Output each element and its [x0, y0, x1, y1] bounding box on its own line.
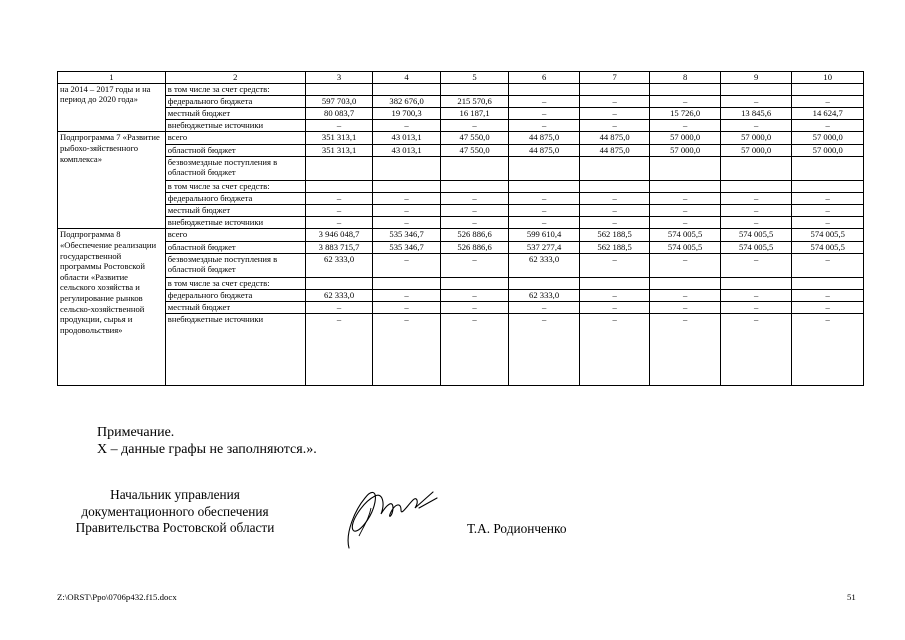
table-row: [58, 277, 864, 289]
value-cell: –: [720, 314, 792, 386]
table-row: [58, 253, 864, 277]
value-cell: –: [792, 302, 864, 314]
value-cell: 574 005,5: [650, 229, 721, 241]
value-cell: –: [720, 302, 792, 314]
value-cell: 47 550,0: [440, 144, 509, 156]
value-cell: [440, 83, 509, 95]
value-cell: –: [579, 95, 650, 107]
value-cell: –: [720, 205, 792, 217]
funding-source-cell: областной бюджет: [165, 241, 305, 253]
value-cell: [509, 180, 580, 192]
value-cell: 574 005,5: [792, 241, 864, 253]
table-row: [58, 120, 864, 132]
value-cell: –: [792, 217, 864, 229]
value-cell: –: [720, 217, 792, 229]
position-line: документационного обеспечения: [81, 503, 269, 519]
value-cell: 382 676,0: [373, 95, 441, 107]
value-cell: 351 313,1: [305, 144, 373, 156]
value-cell: –: [792, 95, 864, 107]
value-cell: –: [720, 95, 792, 107]
budget-table: [57, 71, 864, 386]
value-cell: [373, 83, 441, 95]
funding-source-cell: безвозмездные поступления в областной бюджет: [165, 156, 305, 180]
value-cell: [579, 83, 650, 95]
value-cell: –: [720, 192, 792, 204]
value-cell: –: [373, 253, 441, 277]
value-cell: 574 005,5: [720, 229, 792, 241]
value-cell: [579, 180, 650, 192]
value-cell: –: [650, 120, 721, 132]
table-row: [58, 132, 864, 144]
value-cell: –: [650, 217, 721, 229]
value-cell: [440, 156, 509, 180]
table-row: [58, 144, 864, 156]
value-cell: 351 313,1: [305, 132, 373, 144]
value-cell: [720, 180, 792, 192]
program-name-cell: Подпрограмма 8 «Обеспечение реализации государственной программы Ростовской области «Развитие сельского хозяйства и регулирование рынков сельско-хозяйственной продукции, сырья и продовольствия»: [58, 229, 166, 386]
signatory-name: Т.А. Родионченко: [467, 521, 567, 536]
value-cell: –: [509, 205, 580, 217]
value-cell: [305, 83, 373, 95]
value-cell: –: [579, 205, 650, 217]
value-cell: [373, 156, 441, 180]
value-cell: 62 333,0: [305, 290, 373, 302]
value-cell: –: [650, 95, 721, 107]
funding-source-cell: местный бюджет: [165, 205, 305, 217]
value-cell: 43 013,1: [373, 144, 441, 156]
value-cell: 15 726,0: [650, 107, 721, 119]
value-cell: 13 845,6: [720, 107, 792, 119]
table-row: [58, 217, 864, 229]
value-cell: [792, 180, 864, 192]
funding-source-cell: федерального бюджета: [165, 95, 305, 107]
value-cell: 3 883 715,7: [305, 241, 373, 253]
value-cell: –: [509, 314, 580, 386]
table-row: [58, 290, 864, 302]
funding-source-cell: внебюджетные источники: [165, 217, 305, 229]
table-row: [58, 205, 864, 217]
column-number: 5: [440, 72, 509, 84]
column-number: 9: [720, 72, 792, 84]
column-number: 3: [305, 72, 373, 84]
funding-source-cell: в том числе за счет средств:: [165, 83, 305, 95]
value-cell: 562 188,5: [579, 241, 650, 253]
value-cell: 62 333,0: [305, 253, 373, 277]
column-number: 4: [373, 72, 441, 84]
value-cell: 597 703,0: [305, 95, 373, 107]
value-cell: –: [792, 192, 864, 204]
value-cell: –: [792, 253, 864, 277]
value-cell: –: [440, 192, 509, 204]
value-cell: –: [720, 120, 792, 132]
value-cell: –: [440, 290, 509, 302]
value-cell: –: [650, 192, 721, 204]
table-header-row: [58, 72, 864, 84]
value-cell: –: [373, 120, 441, 132]
value-cell: 574 005,5: [792, 229, 864, 241]
value-cell: 43 013,1: [373, 132, 441, 144]
value-cell: 57 000,0: [650, 144, 721, 156]
value-cell: [650, 83, 721, 95]
table-row: [58, 302, 864, 314]
table-row: [58, 229, 864, 241]
value-cell: –: [579, 302, 650, 314]
value-cell: 44 875,0: [509, 132, 580, 144]
value-cell: –: [509, 192, 580, 204]
file-path: Z:\ORST\Ppo\0706p432.f15.docx: [57, 592, 177, 602]
value-cell: [305, 277, 373, 289]
value-cell: [792, 156, 864, 180]
value-cell: –: [440, 120, 509, 132]
funding-source-cell: в том числе за счет средств:: [165, 277, 305, 289]
value-cell: –: [305, 314, 373, 386]
table-row: [58, 241, 864, 253]
value-cell: –: [650, 314, 721, 386]
value-cell: 62 333,0: [509, 253, 580, 277]
funding-source-cell: федерального бюджета: [165, 290, 305, 302]
value-cell: 80 083,7: [305, 107, 373, 119]
value-cell: 57 000,0: [650, 132, 721, 144]
value-cell: –: [440, 314, 509, 386]
value-cell: –: [579, 120, 650, 132]
table-row: [58, 192, 864, 204]
value-cell: –: [305, 192, 373, 204]
value-cell: –: [579, 290, 650, 302]
value-cell: [373, 277, 441, 289]
value-cell: –: [650, 253, 721, 277]
value-cell: [509, 83, 580, 95]
value-cell: 57 000,0: [792, 132, 864, 144]
value-cell: [650, 156, 721, 180]
value-cell: [509, 277, 580, 289]
column-number: 6: [509, 72, 580, 84]
value-cell: –: [579, 253, 650, 277]
value-cell: –: [509, 107, 580, 119]
value-cell: 57 000,0: [720, 132, 792, 144]
funding-source-cell: внебюджетные источники: [165, 314, 305, 386]
value-cell: 47 550,0: [440, 132, 509, 144]
funding-source-cell: местный бюджет: [165, 302, 305, 314]
value-cell: 14 624,7: [792, 107, 864, 119]
value-cell: [792, 277, 864, 289]
note-title: Примечание.: [97, 425, 175, 440]
value-cell: –: [650, 290, 721, 302]
value-cell: [305, 180, 373, 192]
value-cell: 574 005,5: [650, 241, 721, 253]
value-cell: [720, 277, 792, 289]
value-cell: –: [579, 314, 650, 386]
value-cell: 62 333,0: [509, 290, 580, 302]
value-cell: 3 946 048,7: [305, 229, 373, 241]
column-number: 10: [792, 72, 864, 84]
funding-source-cell: безвозмездные поступления в областной бюджет: [165, 253, 305, 277]
value-cell: –: [509, 217, 580, 229]
value-cell: –: [509, 95, 580, 107]
funding-source-cell: областной бюджет: [165, 144, 305, 156]
value-cell: [440, 180, 509, 192]
value-cell: –: [650, 205, 721, 217]
value-cell: [792, 83, 864, 95]
value-cell: –: [509, 120, 580, 132]
program-name-cell: Подпрограмма 7 «Развитие рыбохо-зяйственного комплекса»: [58, 132, 166, 229]
value-cell: 526 886,6: [440, 229, 509, 241]
value-cell: –: [509, 302, 580, 314]
value-cell: [579, 156, 650, 180]
funding-source-cell: всего: [165, 229, 305, 241]
value-cell: 215 570,6: [440, 95, 509, 107]
funding-source-cell: внебюджетные источники: [165, 120, 305, 132]
value-cell: –: [440, 302, 509, 314]
value-cell: [305, 156, 373, 180]
value-cell: –: [373, 290, 441, 302]
value-cell: [440, 277, 509, 289]
value-cell: –: [373, 217, 441, 229]
value-cell: 574 005,5: [720, 241, 792, 253]
value-cell: 562 188,5: [579, 229, 650, 241]
column-number: 8: [650, 72, 721, 84]
value-cell: –: [305, 205, 373, 217]
value-cell: –: [373, 205, 441, 217]
table-row: [58, 180, 864, 192]
funding-source-cell: всего: [165, 132, 305, 144]
value-cell: [579, 277, 650, 289]
value-cell: –: [579, 217, 650, 229]
value-cell: –: [305, 120, 373, 132]
value-cell: –: [792, 314, 864, 386]
value-cell: –: [440, 205, 509, 217]
value-cell: [720, 156, 792, 180]
value-cell: –: [305, 302, 373, 314]
value-cell: –: [579, 107, 650, 119]
value-cell: 16 187,1: [440, 107, 509, 119]
position-line: Правительства Ростовской области: [75, 520, 275, 535]
funding-source-cell: федерального бюджета: [165, 192, 305, 204]
column-number: 1: [58, 72, 166, 84]
signatory-position: [62, 487, 288, 537]
note-text: Х – данные графы не заполняются.».: [97, 442, 317, 457]
column-number: 7: [579, 72, 650, 84]
value-cell: –: [579, 192, 650, 204]
handwritten-signature: [335, 478, 445, 558]
funding-source-cell: местный бюджет: [165, 107, 305, 119]
value-cell: [650, 277, 721, 289]
value-cell: 535 346,7: [373, 241, 441, 253]
value-cell: –: [373, 314, 441, 386]
table-row: [58, 95, 864, 107]
value-cell: 537 277,4: [509, 241, 580, 253]
value-cell: 44 875,0: [509, 144, 580, 156]
value-cell: 44 875,0: [579, 144, 650, 156]
table-row: [58, 314, 864, 386]
value-cell: 535 346,7: [373, 229, 441, 241]
value-cell: –: [792, 120, 864, 132]
table-row: [58, 156, 864, 180]
value-cell: 19 700,3: [373, 107, 441, 119]
value-cell: 599 610,4: [509, 229, 580, 241]
value-cell: 57 000,0: [720, 144, 792, 156]
value-cell: –: [720, 253, 792, 277]
value-cell: 44 875,0: [579, 132, 650, 144]
value-cell: –: [373, 302, 441, 314]
page-number: 51: [847, 592, 856, 602]
value-cell: –: [792, 205, 864, 217]
value-cell: –: [440, 253, 509, 277]
funding-source-cell: в том числе за счет средств:: [165, 180, 305, 192]
value-cell: –: [650, 302, 721, 314]
value-cell: –: [440, 217, 509, 229]
value-cell: –: [720, 290, 792, 302]
value-cell: –: [792, 290, 864, 302]
value-cell: [373, 180, 441, 192]
value-cell: –: [305, 217, 373, 229]
column-number: 2: [165, 72, 305, 84]
table-row: [58, 83, 864, 95]
value-cell: 526 886,6: [440, 241, 509, 253]
value-cell: [509, 156, 580, 180]
value-cell: [650, 180, 721, 192]
position-line: Начальник управления: [110, 487, 240, 502]
value-cell: 57 000,0: [792, 144, 864, 156]
value-cell: –: [373, 192, 441, 204]
program-name-cell: на 2014 – 2017 годы и на период до 2020 года»: [58, 83, 166, 132]
table-row: [58, 107, 864, 119]
value-cell: [720, 83, 792, 95]
